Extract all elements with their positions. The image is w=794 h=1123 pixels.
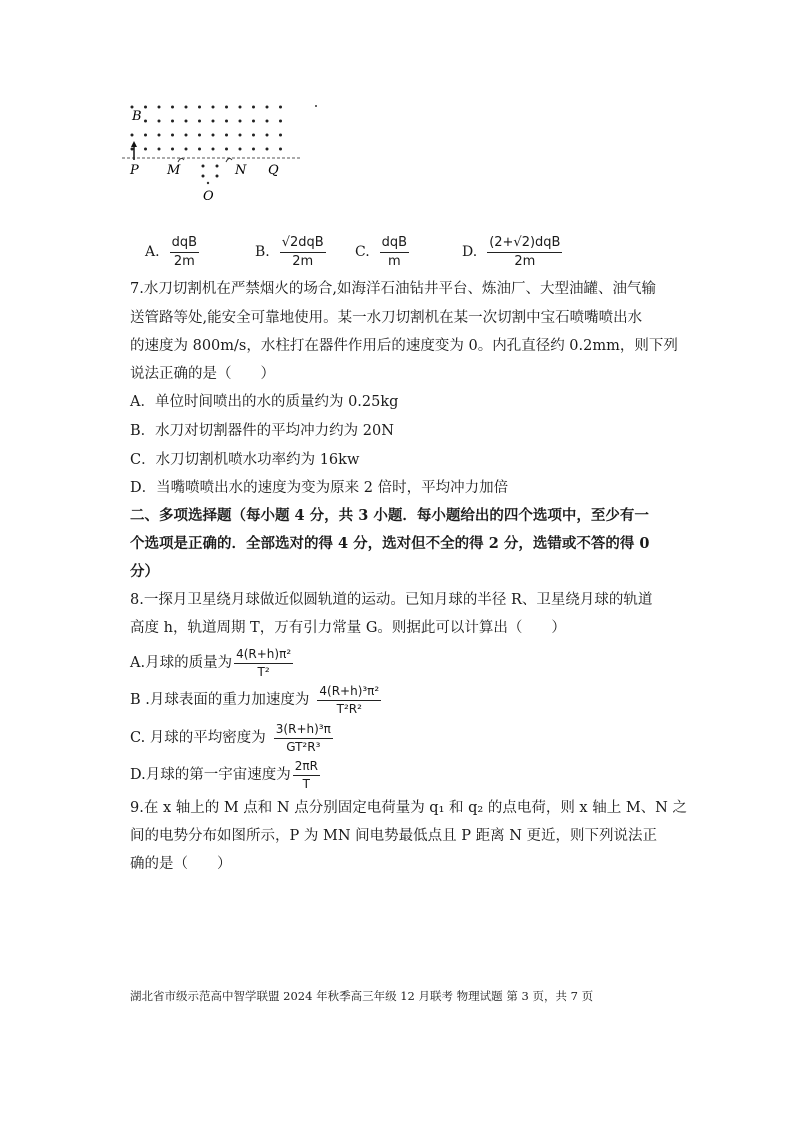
field-dot: [158, 148, 161, 151]
q7-stem-line: 送管路等处,能安全可靠地使用。某一水刀切割机在某一次切割中宝石喷嘴喷出水: [130, 310, 643, 326]
field-dot: [131, 134, 134, 137]
q8-stem-line: 高度 h，轨道周期 T，万有引力常量 G。则据此可以计算出（ ）: [130, 620, 566, 636]
fraction-denominator: T²: [257, 664, 270, 679]
section-heading-line: 个选项是正确的．全部选对的得 4 分，选对但不全的得 2 分，选错或不答的得 0: [130, 535, 650, 552]
label-O: O: [203, 189, 214, 204]
fraction-numerator: 2πR: [293, 760, 320, 776]
label-P: P: [130, 163, 139, 178]
field-dot: [185, 120, 188, 123]
field-dot: [225, 120, 228, 123]
fraction-denominator: T²R²: [336, 701, 362, 716]
field-dot: [171, 106, 174, 109]
field-dot: [266, 120, 269, 123]
field-dot: [212, 106, 215, 109]
field-dot: [131, 148, 134, 151]
q8-option-c: [130, 720, 333, 756]
field-dot: [198, 134, 201, 137]
option-text: D.月球的第一宇宙速度为: [130, 767, 291, 783]
q7-option-d: D．当嘴喷喷出水的速度为变为原来 2 倍时，平均冲力加倍: [130, 480, 509, 496]
label-M: M: [167, 163, 181, 178]
field-dot: [158, 106, 161, 109]
q8-option-b: [130, 682, 381, 718]
field-dot: [198, 120, 201, 123]
q6-option-b: [255, 232, 326, 272]
option-text: A.月球的质量为: [130, 655, 233, 671]
field-dot: [185, 134, 188, 137]
option-text: B .月球表面的重力加速度为: [130, 692, 310, 708]
trajectory-arc-left: [178, 158, 184, 162]
q8-option-d: [130, 757, 320, 793]
field-dot: [171, 120, 174, 123]
q6-option-a: [145, 232, 199, 272]
q8-option-a: [130, 645, 293, 681]
fraction-numerator: √2dqB: [280, 236, 326, 253]
field-dot: [239, 106, 242, 109]
field-dot: [212, 134, 215, 137]
field-dot: [225, 134, 228, 137]
field-dot: [144, 134, 147, 137]
field-dot: [266, 106, 269, 109]
field-dot: [266, 148, 269, 151]
q8-stem-line: 8.一探月卫星绕月球做近似圆轨道的运动。已知月球的半径 R、卫星绕月球的轨道: [130, 592, 653, 608]
q9-stem-line: 9.在 x 轴上的 M 点和 N 点分别固定电荷量为 q₁ 和 q₂ 的点电荷，则 x 轴上 M、N 之: [130, 800, 687, 816]
fraction-denominator: 2m: [514, 253, 536, 269]
point-O-dot: [207, 182, 209, 184]
field-dot: [158, 120, 161, 123]
field-dot: [239, 120, 242, 123]
field-dot: [279, 134, 282, 137]
trajectory-arc-right: [226, 158, 232, 162]
option-letter: D.: [462, 244, 478, 260]
q7-stem-line: 7.水刀切割机在严禁烟火的场合,如海洋石油钻井平台、炼油厂、大型油罐、油气输: [130, 281, 656, 297]
fraction-numerator: 3(R+h)³π: [274, 723, 333, 739]
fraction-denominator: T: [302, 776, 310, 791]
field-dot: [158, 134, 161, 137]
field-dot: [239, 134, 242, 137]
field-dot: [198, 106, 201, 109]
field-dot: [216, 165, 219, 168]
option-letter: C.: [355, 244, 370, 260]
field-dot: [252, 134, 255, 137]
speck: [315, 105, 317, 107]
section-heading-line: 分）: [130, 563, 159, 580]
fraction-denominator: m: [388, 253, 401, 269]
q9-stem-line: 间的电势分布如图所示，P 为 MN 间电势最低点且 P 距离 N 更近，则下列说法正: [130, 828, 657, 844]
fraction-numerator: 4(R+h)π²: [234, 648, 293, 664]
field-dot: [202, 175, 205, 178]
field-dot: [225, 148, 228, 151]
field-dot: [171, 134, 174, 137]
field-dot: [144, 106, 147, 109]
fraction-denominator: 2m: [173, 253, 195, 269]
magnetic-field-diagram: [118, 100, 308, 210]
field-dot: [225, 106, 228, 109]
fraction-denominator: 2m: [292, 253, 314, 269]
label-Q: Q: [268, 163, 279, 178]
fraction-numerator: (2+√2)dqB: [487, 236, 562, 253]
field-dot: [212, 120, 215, 123]
field-dot: [202, 165, 205, 168]
q6-option-c: [355, 232, 409, 272]
field-dot: [239, 148, 242, 151]
q7-option-a: A．单位时间喷出的水的质量约为 0.25kg: [130, 394, 399, 410]
field-dot: [252, 148, 255, 151]
field-dot: [252, 106, 255, 109]
q7-option-b: B．水刀对切割器件的平均冲力约为 20N: [130, 423, 394, 439]
field-dot: [266, 134, 269, 137]
fraction-denominator: GT²R³: [286, 739, 321, 754]
label-B: B: [132, 109, 142, 124]
field-dot: [279, 120, 282, 123]
q7-stem-line: 说法正确的是（ ）: [130, 366, 275, 382]
field-dot: [279, 148, 282, 151]
field-dot: [279, 106, 282, 109]
option-letter: A.: [145, 244, 160, 260]
particle-arrow-head: [131, 141, 137, 147]
page-footer: 湖北省市级示范高中智学联盟 2024 年秋季高三年级 12 月联考 物理试题 第 3 页，共 7 页: [130, 989, 594, 1003]
q9-stem-line: 确的是（ ）: [130, 856, 232, 872]
q6-option-d: [462, 232, 562, 272]
field-dot: [144, 148, 147, 151]
label-N: N: [235, 163, 247, 178]
q7-option-c: C．水刀切割机喷水功率约为 16kw: [130, 452, 360, 468]
option-text: C. 月球的平均密度为: [130, 730, 266, 746]
field-dot: [144, 120, 147, 123]
field-dot: [171, 148, 174, 151]
field-dot: [198, 148, 201, 151]
field-dot: [216, 175, 219, 178]
field-dot: [185, 148, 188, 151]
fraction-numerator: dqB: [170, 236, 199, 253]
field-dot: [252, 120, 255, 123]
fraction-numerator: dqB: [380, 236, 409, 253]
option-letter: B.: [255, 244, 270, 260]
section-heading-line: 二、多项选择题（每小题 4 分，共 3 小题．每小题给出的四个选项中，至少有一: [130, 507, 649, 524]
field-dot: [212, 148, 215, 151]
fraction-numerator: 4(R+h)³π²: [317, 685, 381, 701]
q7-stem-line: 的速度为 800m/s，水柱打在器件作用后的速度变为 0。内孔直径约 0.2mm，则下列: [130, 338, 678, 354]
field-dots: [131, 106, 283, 178]
field-dot: [185, 106, 188, 109]
